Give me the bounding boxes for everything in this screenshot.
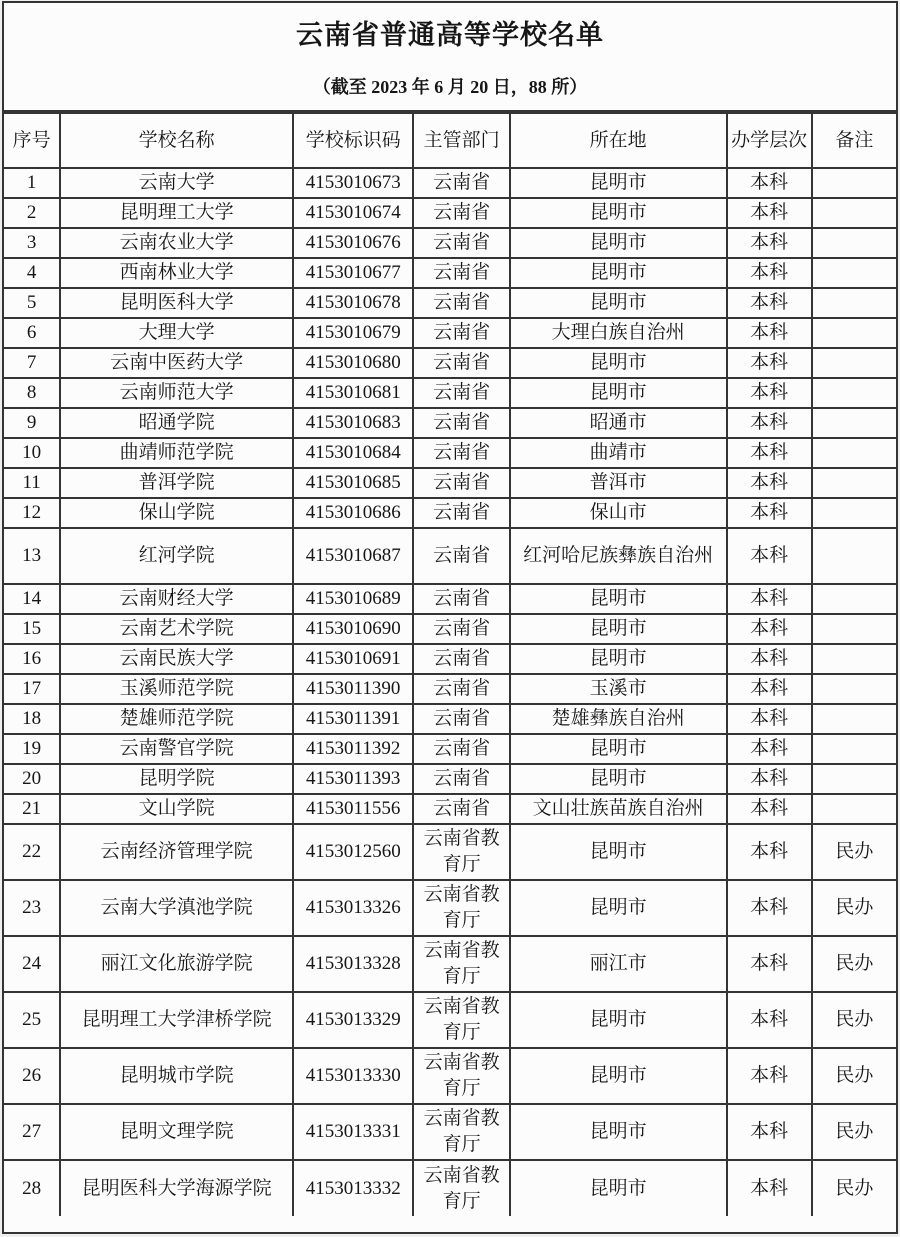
cell-level: 本科 bbox=[727, 764, 812, 794]
cell-school-code: 4153010690 bbox=[293, 614, 413, 644]
cell-location: 昆明市 bbox=[510, 1104, 727, 1160]
cell-school-name: 昆明城市学院 bbox=[60, 1048, 293, 1104]
col-level: 办学层次 bbox=[727, 113, 812, 168]
table-row bbox=[4, 1160, 896, 1216]
cell-school-name: 保山学院 bbox=[60, 498, 293, 528]
cell-authority: 云南省 bbox=[413, 378, 509, 408]
cell-location: 红河哈尼族彝族自治州 bbox=[510, 528, 727, 584]
cell-school-name: 昆明医科大学海源学院 bbox=[60, 1160, 293, 1216]
cell-school-code: 4153010681 bbox=[293, 378, 413, 408]
cell-index: 6 bbox=[4, 318, 60, 348]
cell-index: 18 bbox=[4, 704, 60, 734]
cell-authority: 云南省 bbox=[413, 228, 509, 258]
cell-index: 23 bbox=[4, 880, 60, 936]
cell-level: 本科 bbox=[727, 644, 812, 674]
cell-index: 21 bbox=[4, 794, 60, 824]
cell-authority: 云南省 bbox=[413, 794, 509, 824]
cell-authority: 云南省教育厅 bbox=[413, 1160, 509, 1216]
table-row bbox=[4, 228, 896, 258]
cell-level: 本科 bbox=[727, 168, 812, 198]
cell-authority: 云南省教育厅 bbox=[413, 880, 509, 936]
cell-level: 本科 bbox=[727, 498, 812, 528]
cell-authority: 云南省 bbox=[413, 198, 509, 228]
cell-school-name: 楚雄师范学院 bbox=[60, 704, 293, 734]
table-row bbox=[4, 348, 896, 378]
cell-authority: 云南省 bbox=[413, 408, 509, 438]
table-row bbox=[4, 438, 896, 468]
table-row bbox=[4, 704, 896, 734]
cell-remark bbox=[812, 584, 896, 614]
cell-remark: 民办 bbox=[812, 1104, 896, 1160]
cell-level: 本科 bbox=[727, 258, 812, 288]
cell-school-code: 4153011556 bbox=[293, 794, 413, 824]
cell-level: 本科 bbox=[727, 584, 812, 614]
table-row bbox=[4, 936, 896, 992]
table-row bbox=[4, 674, 896, 704]
table-row bbox=[4, 168, 896, 198]
cell-remark bbox=[812, 468, 896, 498]
cell-school-name: 昆明理工大学 bbox=[60, 198, 293, 228]
cell-level: 本科 bbox=[727, 824, 812, 880]
cell-remark bbox=[812, 318, 896, 348]
col-school-code: 学校标识码 bbox=[293, 113, 413, 168]
table-row bbox=[4, 258, 896, 288]
cell-level: 本科 bbox=[727, 408, 812, 438]
cell-index: 20 bbox=[4, 764, 60, 794]
cell-school-code: 4153010686 bbox=[293, 498, 413, 528]
cell-school-code: 4153010691 bbox=[293, 644, 413, 674]
cell-level: 本科 bbox=[727, 318, 812, 348]
cell-school-code: 4153011391 bbox=[293, 704, 413, 734]
cell-index: 4 bbox=[4, 258, 60, 288]
cell-school-name: 大理大学 bbox=[60, 318, 293, 348]
cell-level: 本科 bbox=[727, 378, 812, 408]
table-row bbox=[4, 1104, 896, 1160]
cell-location: 昭通市 bbox=[510, 408, 727, 438]
cell-school-name: 昭通学院 bbox=[60, 408, 293, 438]
cell-index: 16 bbox=[4, 644, 60, 674]
cell-school-code: 4153011392 bbox=[293, 734, 413, 764]
cell-level: 本科 bbox=[727, 614, 812, 644]
cell-authority: 云南省教育厅 bbox=[413, 992, 509, 1048]
cell-remark: 民办 bbox=[812, 880, 896, 936]
cell-level: 本科 bbox=[727, 228, 812, 258]
cell-school-code: 4153010674 bbox=[293, 198, 413, 228]
cell-index: 27 bbox=[4, 1104, 60, 1160]
cell-location: 昆明市 bbox=[510, 378, 727, 408]
table-row bbox=[4, 794, 896, 824]
cell-location: 曲靖市 bbox=[510, 438, 727, 468]
cell-index: 28 bbox=[4, 1160, 60, 1216]
table-row bbox=[4, 528, 896, 584]
cell-school-code: 4153010687 bbox=[293, 528, 413, 584]
cell-index: 14 bbox=[4, 584, 60, 614]
table-row bbox=[4, 1048, 896, 1104]
cell-index: 1 bbox=[4, 168, 60, 198]
cell-index: 19 bbox=[4, 734, 60, 764]
cell-school-name: 云南大学 bbox=[60, 168, 293, 198]
cell-school-code: 4153013331 bbox=[293, 1104, 413, 1160]
cell-level: 本科 bbox=[727, 880, 812, 936]
cell-remark bbox=[812, 288, 896, 318]
cell-location: 昆明市 bbox=[510, 764, 727, 794]
cell-level: 本科 bbox=[727, 1048, 812, 1104]
cell-school-name: 文山学院 bbox=[60, 794, 293, 824]
table-body bbox=[4, 168, 896, 1216]
cell-authority: 云南省 bbox=[413, 168, 509, 198]
cell-location: 昆明市 bbox=[510, 348, 727, 378]
cell-remark bbox=[812, 734, 896, 764]
cell-remark: 民办 bbox=[812, 824, 896, 880]
cell-remark bbox=[812, 528, 896, 584]
col-location: 所在地 bbox=[510, 113, 727, 168]
cell-school-code: 4153010683 bbox=[293, 408, 413, 438]
cell-index: 13 bbox=[4, 528, 60, 584]
cell-school-name: 昆明理工大学津桥学院 bbox=[60, 992, 293, 1048]
cell-school-code: 4153010684 bbox=[293, 438, 413, 468]
cell-level: 本科 bbox=[727, 992, 812, 1048]
table-row bbox=[4, 378, 896, 408]
cell-index: 8 bbox=[4, 378, 60, 408]
cell-remark bbox=[812, 644, 896, 674]
cell-index: 26 bbox=[4, 1048, 60, 1104]
cell-school-name: 昆明医科大学 bbox=[60, 288, 293, 318]
cell-authority: 云南省 bbox=[413, 468, 509, 498]
cell-school-code: 4153010680 bbox=[293, 348, 413, 378]
cell-remark: 民办 bbox=[812, 936, 896, 992]
cell-remark bbox=[812, 378, 896, 408]
cell-school-code: 4153013332 bbox=[293, 1160, 413, 1216]
table-row bbox=[4, 468, 896, 498]
cell-authority: 云南省 bbox=[413, 438, 509, 468]
cell-remark bbox=[812, 764, 896, 794]
cell-location: 玉溪市 bbox=[510, 674, 727, 704]
cell-index: 9 bbox=[4, 408, 60, 438]
cell-remark bbox=[812, 198, 896, 228]
cell-school-code: 4153010673 bbox=[293, 168, 413, 198]
cell-school-code: 4153010679 bbox=[293, 318, 413, 348]
cell-authority: 云南省 bbox=[413, 258, 509, 288]
cell-school-name: 云南警官学院 bbox=[60, 734, 293, 764]
cell-location: 文山壮族苗族自治州 bbox=[510, 794, 727, 824]
cell-level: 本科 bbox=[727, 288, 812, 318]
cell-location: 普洱市 bbox=[510, 468, 727, 498]
cell-remark bbox=[812, 704, 896, 734]
cell-remark bbox=[812, 348, 896, 378]
cell-authority: 云南省教育厅 bbox=[413, 1048, 509, 1104]
cell-index: 7 bbox=[4, 348, 60, 378]
cell-remark bbox=[812, 614, 896, 644]
cell-school-code: 4153013329 bbox=[293, 992, 413, 1048]
cell-school-name: 西南林业大学 bbox=[60, 258, 293, 288]
cell-index: 2 bbox=[4, 198, 60, 228]
cell-location: 昆明市 bbox=[510, 992, 727, 1048]
cell-school-name: 云南民族大学 bbox=[60, 644, 293, 674]
schools-table bbox=[4, 112, 896, 1216]
cell-remark bbox=[812, 674, 896, 704]
cell-level: 本科 bbox=[727, 528, 812, 584]
cell-level: 本科 bbox=[727, 348, 812, 378]
cell-school-name: 云南农业大学 bbox=[60, 228, 293, 258]
cell-remark: 民办 bbox=[812, 1160, 896, 1216]
cell-authority: 云南省教育厅 bbox=[413, 824, 509, 880]
cell-location: 大理白族自治州 bbox=[510, 318, 727, 348]
table-row bbox=[4, 614, 896, 644]
cell-school-name: 红河学院 bbox=[60, 528, 293, 584]
cell-school-name: 昆明文理学院 bbox=[60, 1104, 293, 1160]
cell-school-code: 4153013328 bbox=[293, 936, 413, 992]
cell-school-code: 4153013330 bbox=[293, 1048, 413, 1104]
table-row bbox=[4, 318, 896, 348]
cell-authority: 云南省 bbox=[413, 318, 509, 348]
cell-location: 昆明市 bbox=[510, 1048, 727, 1104]
cell-school-code: 4153010678 bbox=[293, 288, 413, 318]
table-row bbox=[4, 824, 896, 880]
cell-index: 3 bbox=[4, 228, 60, 258]
cell-level: 本科 bbox=[727, 468, 812, 498]
cell-authority: 云南省 bbox=[413, 734, 509, 764]
cell-remark bbox=[812, 794, 896, 824]
cell-school-code: 4153012560 bbox=[293, 824, 413, 880]
cell-remark: 民办 bbox=[812, 992, 896, 1048]
cell-school-name: 云南经济管理学院 bbox=[60, 824, 293, 880]
cell-index: 15 bbox=[4, 614, 60, 644]
table-row bbox=[4, 764, 896, 794]
cell-location: 昆明市 bbox=[510, 824, 727, 880]
table-row bbox=[4, 992, 896, 1048]
cell-remark bbox=[812, 438, 896, 468]
cell-school-code: 4153013326 bbox=[293, 880, 413, 936]
cell-remark bbox=[812, 498, 896, 528]
cell-location: 昆明市 bbox=[510, 614, 727, 644]
cell-school-name: 昆明学院 bbox=[60, 764, 293, 794]
cell-authority: 云南省 bbox=[413, 288, 509, 318]
cell-school-name: 普洱学院 bbox=[60, 468, 293, 498]
cell-school-name: 云南师范大学 bbox=[60, 378, 293, 408]
cell-index: 17 bbox=[4, 674, 60, 704]
cell-remark bbox=[812, 258, 896, 288]
table-row bbox=[4, 644, 896, 674]
cell-level: 本科 bbox=[727, 438, 812, 468]
document-sheet bbox=[2, 1, 898, 1234]
cell-level: 本科 bbox=[727, 674, 812, 704]
cell-level: 本科 bbox=[727, 1160, 812, 1216]
col-remark: 备注 bbox=[812, 113, 896, 168]
cell-index: 24 bbox=[4, 936, 60, 992]
cell-authority: 云南省 bbox=[413, 764, 509, 794]
cell-location: 昆明市 bbox=[510, 734, 727, 764]
cell-location: 楚雄彝族自治州 bbox=[510, 704, 727, 734]
cell-location: 昆明市 bbox=[510, 228, 727, 258]
col-school-name: 学校名称 bbox=[60, 113, 293, 168]
cell-authority: 云南省 bbox=[413, 348, 509, 378]
cell-authority: 云南省 bbox=[413, 704, 509, 734]
cell-school-code: 4153010689 bbox=[293, 584, 413, 614]
cell-location: 昆明市 bbox=[510, 198, 727, 228]
cell-remark bbox=[812, 408, 896, 438]
cell-school-code: 4153010676 bbox=[293, 228, 413, 258]
col-authority: 主管部门 bbox=[413, 113, 509, 168]
cell-school-code: 4153010677 bbox=[293, 258, 413, 288]
cell-remark: 民办 bbox=[812, 1048, 896, 1104]
cell-remark bbox=[812, 228, 896, 258]
table-row bbox=[4, 880, 896, 936]
table-row bbox=[4, 498, 896, 528]
page-title: 云南省普通高等学校名单 bbox=[296, 20, 604, 50]
cell-remark bbox=[812, 168, 896, 198]
cell-school-name: 玉溪师范学院 bbox=[60, 674, 293, 704]
cell-level: 本科 bbox=[727, 734, 812, 764]
cell-authority: 云南省 bbox=[413, 644, 509, 674]
page-subtitle: （截至 2023 年 6 月 20 日，88 所） bbox=[312, 77, 588, 97]
cell-school-name: 云南中医药大学 bbox=[60, 348, 293, 378]
table-row bbox=[4, 734, 896, 764]
cell-index: 5 bbox=[4, 288, 60, 318]
cell-level: 本科 bbox=[727, 704, 812, 734]
title-block bbox=[4, 3, 896, 112]
table-header-row bbox=[4, 113, 896, 168]
cell-authority: 云南省 bbox=[413, 528, 509, 584]
cell-school-code: 4153010685 bbox=[293, 468, 413, 498]
cell-authority: 云南省 bbox=[413, 614, 509, 644]
cell-location: 昆明市 bbox=[510, 258, 727, 288]
cell-index: 25 bbox=[4, 992, 60, 1048]
cell-level: 本科 bbox=[727, 1104, 812, 1160]
table-row bbox=[4, 288, 896, 318]
cell-index: 22 bbox=[4, 824, 60, 880]
cell-level: 本科 bbox=[727, 936, 812, 992]
cell-location: 昆明市 bbox=[510, 288, 727, 318]
cell-index: 11 bbox=[4, 468, 60, 498]
cell-level: 本科 bbox=[727, 198, 812, 228]
cell-location: 丽江市 bbox=[510, 936, 727, 992]
table-row bbox=[4, 198, 896, 228]
cell-school-name: 云南艺术学院 bbox=[60, 614, 293, 644]
cell-authority: 云南省教育厅 bbox=[413, 1104, 509, 1160]
cell-location: 昆明市 bbox=[510, 584, 727, 614]
cell-location: 昆明市 bbox=[510, 880, 727, 936]
cell-location: 昆明市 bbox=[510, 1160, 727, 1216]
cell-school-name: 云南财经大学 bbox=[60, 584, 293, 614]
cell-school-code: 4153011393 bbox=[293, 764, 413, 794]
cell-school-name: 曲靖师范学院 bbox=[60, 438, 293, 468]
cell-index: 10 bbox=[4, 438, 60, 468]
cell-authority: 云南省 bbox=[413, 584, 509, 614]
cell-index: 12 bbox=[4, 498, 60, 528]
cell-authority: 云南省教育厅 bbox=[413, 936, 509, 992]
cell-location: 昆明市 bbox=[510, 644, 727, 674]
cell-location: 保山市 bbox=[510, 498, 727, 528]
cell-authority: 云南省 bbox=[413, 498, 509, 528]
cell-authority: 云南省 bbox=[413, 674, 509, 704]
cell-school-name: 丽江文化旅游学院 bbox=[60, 936, 293, 992]
table-row bbox=[4, 408, 896, 438]
cell-location: 昆明市 bbox=[510, 168, 727, 198]
cell-level: 本科 bbox=[727, 794, 812, 824]
table-row bbox=[4, 584, 896, 614]
cell-school-code: 4153011390 bbox=[293, 674, 413, 704]
cell-school-name: 云南大学滇池学院 bbox=[60, 880, 293, 936]
col-index: 序号 bbox=[4, 113, 60, 168]
